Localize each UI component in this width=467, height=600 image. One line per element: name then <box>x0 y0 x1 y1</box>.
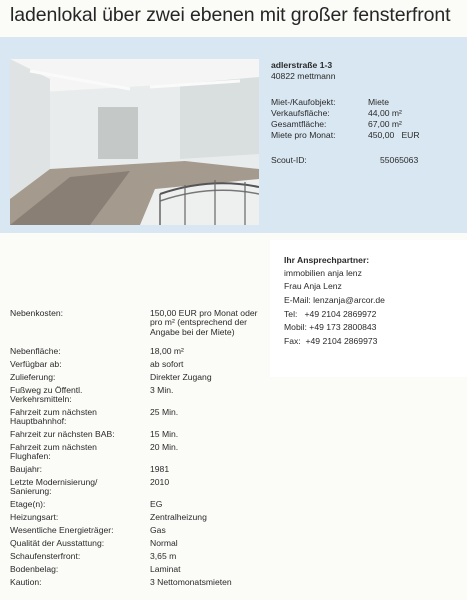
contact-email[interactable]: E-Mail: lenzanja@arcor.de <box>284 295 385 305</box>
contact-phone[interactable]: Tel: +49 2104 2869972 <box>284 309 377 319</box>
details-label: Letzte Modernisierung/ Sanierung: <box>10 477 98 497</box>
details-label: Fahrzeit zur nächsten BAB: <box>10 429 115 439</box>
details-value: 150,00 EUR pro Monat oder pro m² (entsprechend der Angabe bei der Miete) <box>150 308 258 337</box>
details-label: Verfügbar ab: <box>10 359 62 369</box>
details-value: EG <box>150 499 163 509</box>
details-label: Fußweg zu Öffentl. Verkehrsmitteln: <box>10 385 83 405</box>
details-label: Fahrzeit zum nächsten Hauptbahnhof: <box>10 407 97 427</box>
details-value: 15 Min. <box>150 429 179 439</box>
scout-id-value: 55065063 <box>380 155 419 165</box>
summary-value: 450,00 EUR <box>368 130 420 140</box>
details-value: ab sofort <box>150 359 184 369</box>
address-street: adlerstraße 1-3 <box>271 60 333 70</box>
details-value: 25 Min. <box>150 407 179 417</box>
details-label: Heizungsart: <box>10 512 59 522</box>
summary-label: Miet-/Kaufobjekt: <box>271 97 336 107</box>
summary-label: Gesamtfläche: <box>271 119 327 129</box>
details-label: Baujahr: <box>10 464 43 474</box>
summary-label: Miete pro Monat: <box>271 130 336 140</box>
details-row <box>10 386 265 408</box>
details-label: Etage(n): <box>10 499 46 509</box>
address-city: 40822 mettmann <box>271 71 336 81</box>
contact-company: immobilien anja lenz <box>284 268 362 278</box>
scout-id-label: Scout-ID: <box>271 155 307 165</box>
details-table <box>10 309 265 591</box>
details-value: 1981 <box>150 464 170 474</box>
details-value: 18,00 m² <box>150 346 184 356</box>
details-row <box>10 408 265 430</box>
summary-value: 67,00 m² <box>368 119 402 129</box>
details-value: 3 Nettomonatsmieten <box>150 577 232 587</box>
details-label: Bodenbelag: <box>10 564 59 574</box>
details-value: 20 Min. <box>150 442 179 452</box>
property-photo <box>10 59 259 225</box>
contact-fax: Fax: +49 2104 2869973 <box>284 336 378 346</box>
details-row <box>10 309 265 347</box>
details-value: Direkter Zugang <box>150 372 212 382</box>
contact-box <box>270 240 467 377</box>
details-label: Zulieferung: <box>10 372 56 382</box>
details-row <box>10 443 265 465</box>
details-label: Schaufensterfront: <box>10 551 81 561</box>
details-value: 2010 <box>150 477 170 487</box>
contact-heading: Ihr Ansprechpartner: <box>284 255 370 265</box>
details-label: Kaution: <box>10 577 42 587</box>
details-value: 3,65 m <box>150 551 177 561</box>
summary-value: Miete <box>368 97 390 107</box>
details-label: Nebenfläche: <box>10 346 61 356</box>
address-block <box>271 60 336 82</box>
details-label: Fahrzeit zum nächsten Flughafen: <box>10 442 97 462</box>
details-value: 3 Min. <box>150 385 174 395</box>
contact-name: Frau Anja Lenz <box>284 281 342 291</box>
summary-label: Verkaufsfläche: <box>271 108 330 118</box>
listing-title: ladenlokal über zwei ebenen mit großer fensterfront <box>10 4 451 26</box>
details-value: Laminat <box>150 564 181 574</box>
details-value: Normal <box>150 538 178 548</box>
summary-value: 44,00 m² <box>368 108 402 118</box>
contact-mobile[interactable]: Mobil: +49 173 2800843 <box>284 322 377 332</box>
details-label: Nebenkosten: <box>10 308 64 318</box>
details-row <box>10 578 265 591</box>
details-value: Zentralheizung <box>150 512 207 522</box>
details-label: Wesentliche Energieträger: <box>10 525 114 535</box>
details-value: Gas <box>150 525 166 535</box>
details-label: Qualität der Ausstattung: <box>10 538 105 548</box>
details-row <box>10 478 265 500</box>
